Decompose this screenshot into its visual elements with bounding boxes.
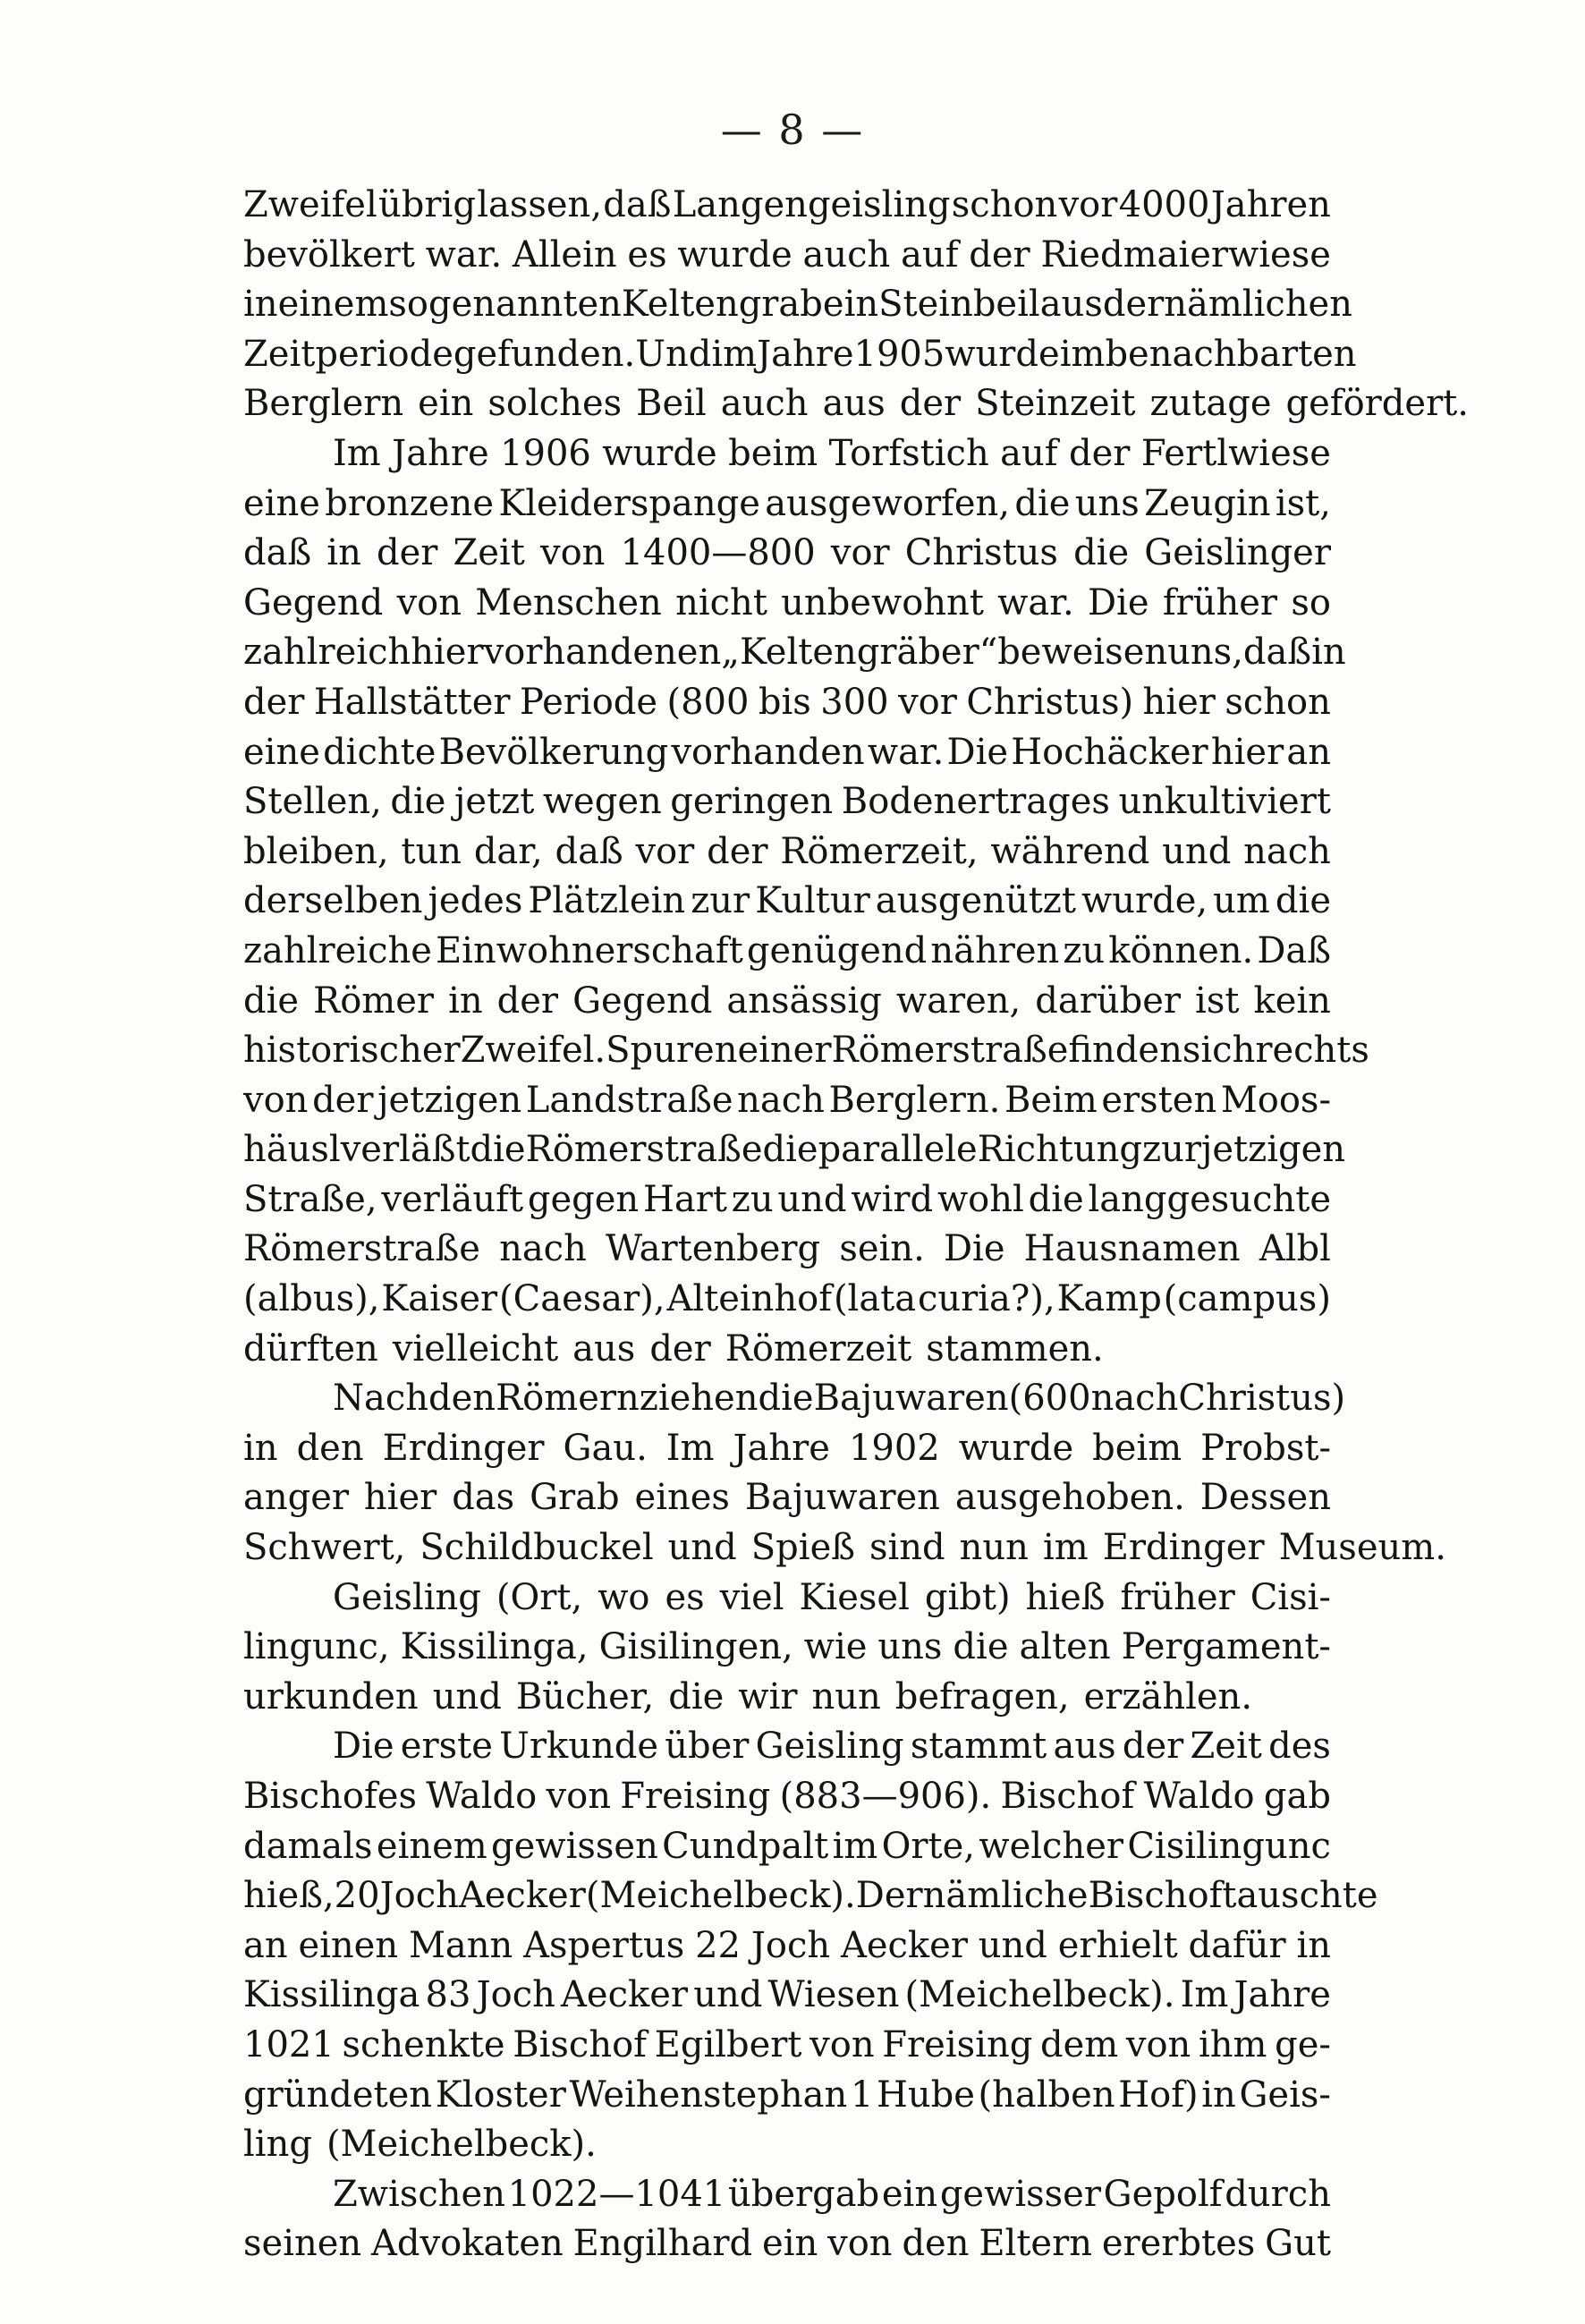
text-line: Gegend von Menschen nicht unbewohnt war. Die früher so [243,581,1331,623]
text-line: Nach den Römern ziehen die Bajuwaren (600 nach Christus) [333,1378,1346,1420]
text-line: seinen Advokaten Engilhard ein von den Eltern ererbtes Gut [243,2223,1331,2265]
text-line: Zweifel übrig lassen, daß Langengeisling schon vor 4000 Jahren [243,184,1331,225]
text-line: in den Erdinger Gau. Im Jahre 1902 wurde beim Probst- [243,1427,1331,1469]
text-line: der Hallstätter Periode (800 bis 300 vor Christus) hier schon [243,681,1331,723]
text-line: hieß, 20 Joch Aecker (Meichelbeck). Der nämliche Bischof tauschte [243,1875,1378,1917]
text-line: historischer Zweifel. Spuren einer Römerstraße finden sich rechts [243,1030,1369,1072]
text-line: die Römer in der Gegend ansässig waren, darüber ist kein [243,980,1331,1022]
text-line: (albus), Kaiser (Caesar), Alteinhof (lata curia?), Kamp (campus) [243,1278,1331,1320]
text-line: Bischofes Waldo von Freising (883—906). Bischof Waldo gab [243,1776,1331,1817]
text-line: lingunc, Kissilinga, Gisilingen, wie uns die alten Pergament- [243,1626,1331,1668]
text-line: Zeitperiode gefunden. Und im Jahre 1905 wurde im benachbarten [243,333,1357,375]
text-line: Kissilinga 83 Joch Aecker und Wiesen (Meichelbeck). Im Jahre [243,1974,1331,2016]
text-line: Die erste Urkunde über Geisling stammt aus der Zeit des [333,1726,1331,1768]
body-text [243,181,1469,2269]
text-line: Berglern ein solches Beil auch aus der Steinzeit zutage gefördert. [243,383,1469,425]
text-line: derselben jedes Plätzlein zur Kultur ausgenützt wurde, um die [243,880,1331,922]
text-line: anger hier das Grab eines Bajuwaren ausgehoben. Dessen [243,1477,1331,1519]
text-line: Schwert, Schildbuckel und Spieß sind nun im Erdinger Museum. [243,1527,1446,1569]
text-line: Geisling (Ort, wo es viel Kiesel gibt) hieß früher Cisi- [333,1576,1331,1618]
text-line: häusl verläßt die Römerstraße die parallele Richtung zur jetzigen [243,1129,1346,1171]
text-line: urkunden und Bücher, die wir nun befragen, erzählen. [243,1675,1253,1718]
text-line: an einen Mann Aspertus 22 Joch Aecker und erhielt dafür in [243,1924,1331,1966]
text-line: Stellen, die jetzt wegen geringen Bodenertrages unkultiviert [243,781,1331,823]
text-line: von der jetzigen Landstraße nach Berglern. Beim ersten Moos- [243,1079,1331,1121]
text-line: Römerstraße nach Wartenberg sein. Die Hausnamen Albl [243,1228,1331,1270]
text-line: Zwischen 1022—1041 übergab ein gewisser Gepolf durch [333,2173,1331,2215]
text-line: Im Jahre 1906 wurde beim Torfstich auf der Fertlwiese [333,432,1331,474]
text-line: bleiben, tun dar, daß vor der Römerzeit, während und nach [243,830,1331,872]
text-line: zahlreich hier vorhandenen „Keltengräber“ beweisen uns, daß in [243,632,1346,674]
text-line: 1021 schenkte Bischof Egilbert von Freising dem von ihm ge- [243,2023,1331,2065]
text-line: eine dichte Bevölkerung vorhanden war. Die Hochäcker hier an [243,731,1331,773]
text-line: ling (Meichelbeck). [243,2124,597,2166]
text-line: gründeten Kloster Weihenstephan 1 Hube (halben Hof) in Geis- [243,2074,1331,2116]
text-line: daß in der Zeit von 1400—800 vor Christus die Geislinger [243,532,1331,574]
text-line: in einem sogenannten Keltengrab ein Steinbeil aus der nämlichen [243,284,1352,326]
text-line: eine bronzene Kleiderspange ausgeworfen, die uns Zeugin ist, [243,482,1331,524]
text-line: Straße, verläuft gegen Hart zu und wird wohl die langgesuchte [243,1178,1331,1220]
text-line: dürften vielleicht aus der Römerzeit stammen. [243,1327,1104,1370]
text-line: damals einem gewissen Cundpalt im Orte, welcher Cisilingunc [243,1825,1331,1867]
text-line: bevölkert war. Allein es wurde auch auf der Riedmaierwiese [243,233,1331,276]
page-number: — 8 — [720,106,865,154]
text-line: zahlreiche Einwohnerschaft genügend nähren zu können. Daß [243,929,1331,971]
